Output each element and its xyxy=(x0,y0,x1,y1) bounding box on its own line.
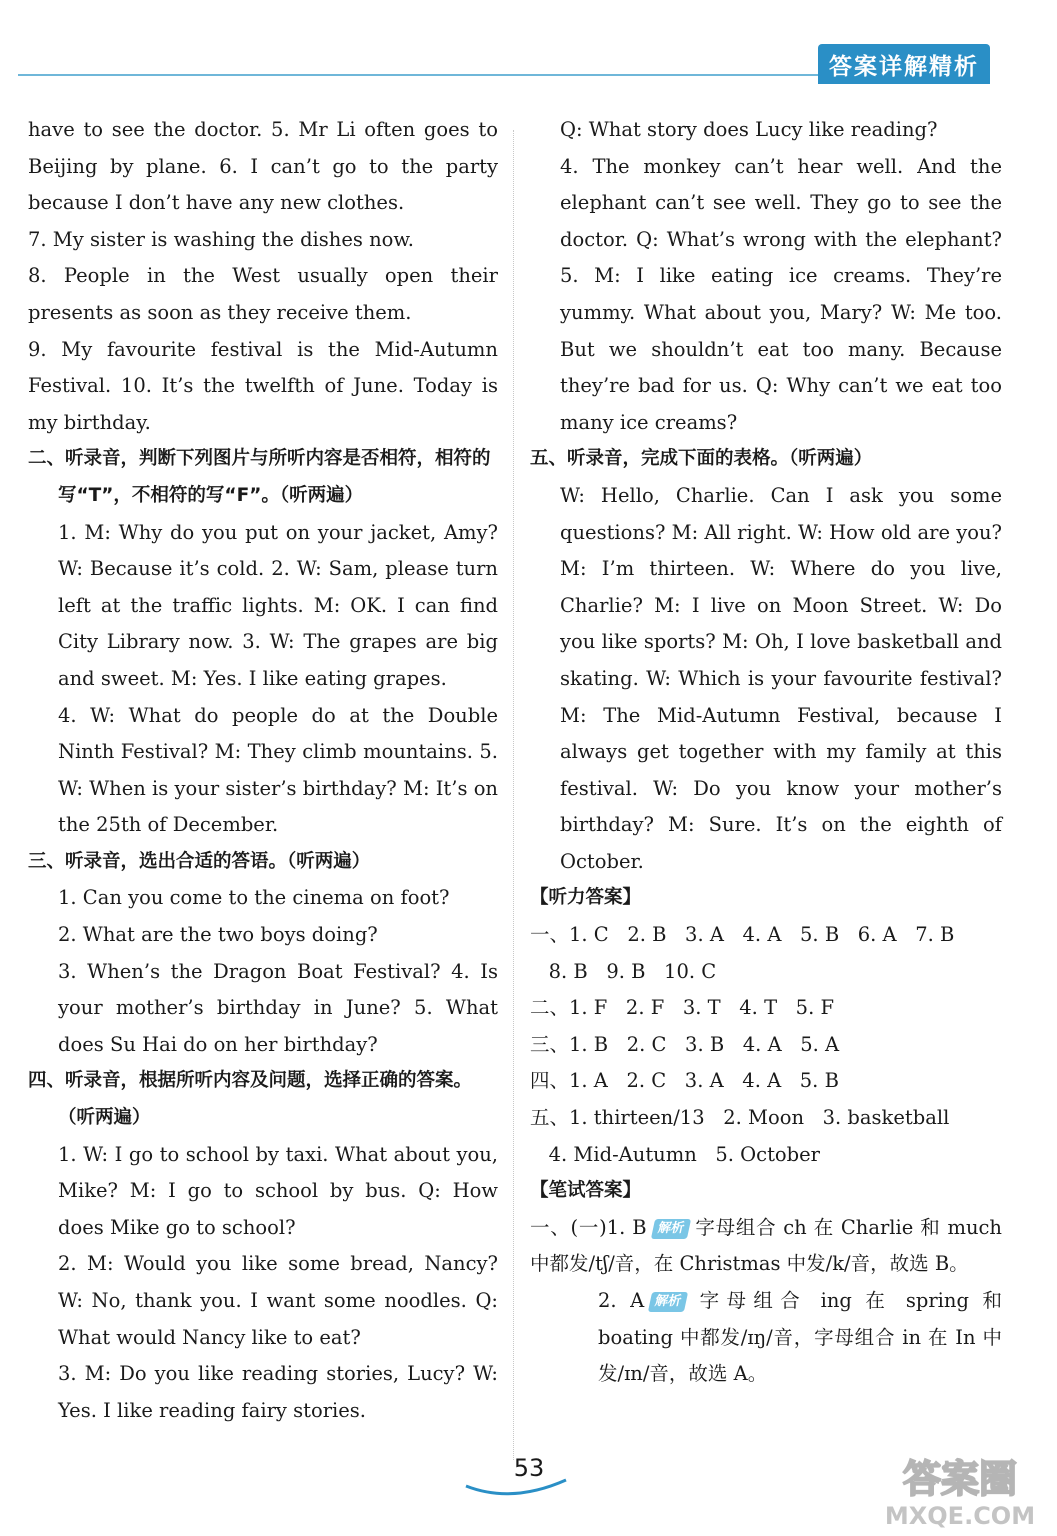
section-2-para-1: 1. M: Why do you put on your jacket, Amy? W: Because it’s cold. 2. W: Sam, please turn left at the traffic lights. M: OK. I can find City Library now. 3. W: The grapes are big and sweet. M: Yes. I like eating grapes. xyxy=(58,520,498,690)
section-3-title: 三、听录音，选出合适的答语。（听两遍） xyxy=(28,850,371,872)
analysis-tag: 解析 xyxy=(648,1292,688,1312)
right-column xyxy=(530,112,1002,1393)
written-answer-1 xyxy=(530,1210,1002,1283)
answer-line-4: 四、1. A 2. C 3. A 4. A 5. B xyxy=(530,1069,839,1093)
answer-line-5b: 4. Mid-Autumn 5. October xyxy=(530,1142,820,1166)
answer-line-1a: 一、1. C 2. B 3. A 4. A 5. B 6. A 7. B xyxy=(530,923,955,947)
section-3-item-1: 1. Can you come to the cinema on foot? xyxy=(58,886,450,910)
left-para-4: 9. My favourite festival is the Mid-Autumn Festival. 10. It’s the twelfth of June. Today is my birthday. xyxy=(28,337,498,434)
answer-line-2: 二、1. F 2. F 3. T 4. T 5. F xyxy=(530,996,835,1020)
header-badge: 答案详解精析 xyxy=(818,44,990,84)
header-rule xyxy=(18,74,818,76)
written-answer-1-head: 一、(一)1. B xyxy=(530,1215,647,1239)
written-answer-2 xyxy=(530,1283,1002,1393)
answer-line-3: 三、1. B 2. C 3. B 4. A 5. A xyxy=(530,1032,840,1056)
written-answer-2-text: 字母组合 ing 在 spring 和 boating 中都发/ɪŋ/音，字母组合 in 在 In 中发/ɪn/音，故选 A。 xyxy=(598,1289,1002,1386)
section-4-title: 四、听录音，根据所听内容及问题，选择正确的答案。（听两遍） xyxy=(28,1070,473,1129)
section-2-para-2: 4. W: What do people do at the Double Ninth Festival? M: They climb mountains. 5. W: When is your sister’s birthday? M: It’s on the 25th of December. xyxy=(58,703,498,837)
section-3-item-2: 2. What are the two boys doing? xyxy=(58,923,378,947)
answer-line-5a: 五、1. thirteen/13 2. Moon 3. basketball xyxy=(530,1106,950,1130)
right-para-2: 4. The monkey can’t hear well. And the elephant can’t see well. They go to see the doctor. Q: What’s wrong with the elephant? 5. M: I like eating ice creams. They’re yummy. What about you, Mary? W: Me too. But we shouldn’t eat too many. Because they’re bad for us. Q: Why can’t we eat too many ice creams? xyxy=(560,154,1002,434)
left-para-1: have to see the doctor. 5. Mr Li often goes to Beijing by plane. 6. I can’t go to the party because I don’t have any new clothes. xyxy=(28,118,498,215)
page-number-swoosh xyxy=(462,1478,572,1502)
written-answer-2-head: 2. A xyxy=(598,1289,645,1312)
column-divider xyxy=(513,130,514,1460)
written-answers-title: 【笔试答案】 xyxy=(530,1180,642,1202)
answer-line-1b: 8. B 9. B 10. C xyxy=(530,959,717,983)
section-2-title: 二、听录音，判断下列图片与所听内容是否相符，相符的写“T”，不相符的写“F”。（听两遍） xyxy=(28,448,491,506)
section-3-item-3: 3. When’s the Dragon Boat Festival? 4. Is your mother’s birthday in June? 5. What does Su Hai do on her birthday? xyxy=(58,959,498,1056)
listening-answers-title: 【听力答案】 xyxy=(530,887,642,909)
section-4-item-1: 1. W: I go to school by taxi. What about you, Mike? M: I go to school by bus. Q: How does Mike go to school? xyxy=(58,1142,498,1239)
watermark-logo xyxy=(880,1448,1040,1530)
written-answer-1-text: 字母组合 ch 在 Charlie 和 much 中都发/tʃ/音，在 Christmas 中发/k/音，故选 B。 xyxy=(530,1215,1002,1276)
left-para-3: 8. People in the West usually open their presents as soon as they receive them. xyxy=(28,264,498,324)
section-4-item-2: 2. M: Would you like some bread, Nancy? W: No, thank you. I want some noodles. Q: What would Nancy like to eat? xyxy=(58,1252,498,1349)
right-para-1: Q: What story does Lucy like reading? xyxy=(560,118,938,141)
section-5-dialog: W: Hello, Charlie. Can I ask you some questions? M: All right. W: How old are you? M: I’m thirteen. W: Where do you live, Charlie? M: I live on Moon Street. W: Do you like sports? M: Oh, I love basketball and skating. W: Which is your favourite festival? M: The Mid-Autumn Festival, because I always get together with my family at this festival. W: Do you know your mother’s birthday? M: Sure. It’s on the eighth of October. xyxy=(560,483,1002,873)
watermark-bottom-text: MXQE.COM xyxy=(884,1502,1036,1530)
section-4-item-3: 3. M: Do you like reading stories, Lucy? W: Yes. I like reading fairy stories. xyxy=(58,1362,498,1422)
page-number: 53 xyxy=(513,1454,545,1482)
left-para-2: 7. My sister is washing the dishes now. xyxy=(28,227,414,251)
left-column xyxy=(28,112,498,1429)
section-5-title: 五、听录音，完成下面的表格。（听两遍） xyxy=(530,448,873,470)
watermark-top-text: 答案圈 xyxy=(902,1457,1018,1501)
analysis-tag: 解析 xyxy=(650,1219,690,1239)
